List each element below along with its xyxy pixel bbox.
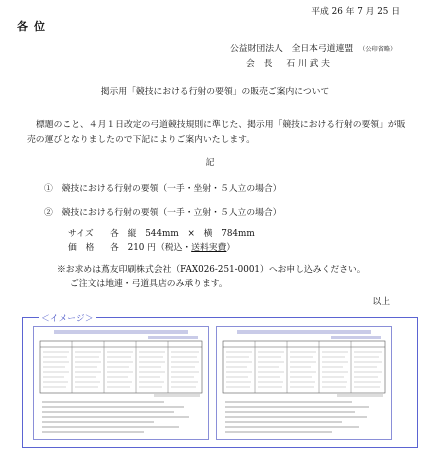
price-suffix: ） bbox=[226, 243, 236, 253]
organization-name: 公益財団法人 全日本弓道連盟 bbox=[230, 44, 354, 54]
price-spec bbox=[68, 240, 235, 253]
body-paragraph: 標題のこと、４月１日改定の弓道競技規則に準じた、掲示用「競技における行射の要領」が販売の運びとなりましたので下記によりご案内いたします。 bbox=[27, 120, 406, 145]
closing-mark: 以上 bbox=[372, 297, 390, 307]
addressee: 各位 bbox=[17, 20, 51, 33]
ki-heading: 記 bbox=[205, 158, 215, 168]
order-note: ※お求めは蔦友印刷株式会社（FAX026-251-0001）へお申し込みください。 bbox=[57, 265, 366, 275]
price-label: 価 格 bbox=[68, 243, 95, 253]
image-label: ＜イメージ＞ bbox=[39, 311, 96, 324]
size-label: サイズ bbox=[68, 229, 94, 239]
document-date: 平成 26 年 7 月 25 日 bbox=[311, 7, 400, 17]
subject-line: 掲示用「競技における行射の要領」の販売ご案内について bbox=[100, 87, 330, 97]
order-restriction-note: ご注文は地連・弓道具店のみ承ります。 bbox=[70, 279, 228, 289]
size-spec bbox=[68, 226, 255, 239]
item-seated: ① 競技における行射の要領（一手・坐射・５人立の場合） bbox=[44, 184, 282, 194]
seal-omitted-note: （公印省略） bbox=[359, 46, 397, 53]
preview-sheet-standing bbox=[216, 326, 392, 440]
president-line bbox=[246, 56, 330, 69]
size-value: 各 縦 544mm × 横 784mm bbox=[110, 229, 255, 239]
shipping-cost-note: 送料実費 bbox=[191, 243, 227, 253]
price-value bbox=[110, 240, 235, 253]
poster-thumbnail-standing bbox=[217, 327, 391, 439]
president-title: 会 長 bbox=[246, 59, 273, 69]
organization-line bbox=[230, 41, 396, 54]
item-standing: ② 競技における行射の要領（一手・立射・５人立の場合） bbox=[44, 208, 282, 218]
preview-sheet-seated bbox=[33, 326, 209, 440]
poster-thumbnail-seated bbox=[34, 327, 208, 439]
price-prefix: 各 210 円（税込・ bbox=[110, 243, 192, 253]
president-name: 石 川 武 夫 bbox=[286, 59, 330, 69]
